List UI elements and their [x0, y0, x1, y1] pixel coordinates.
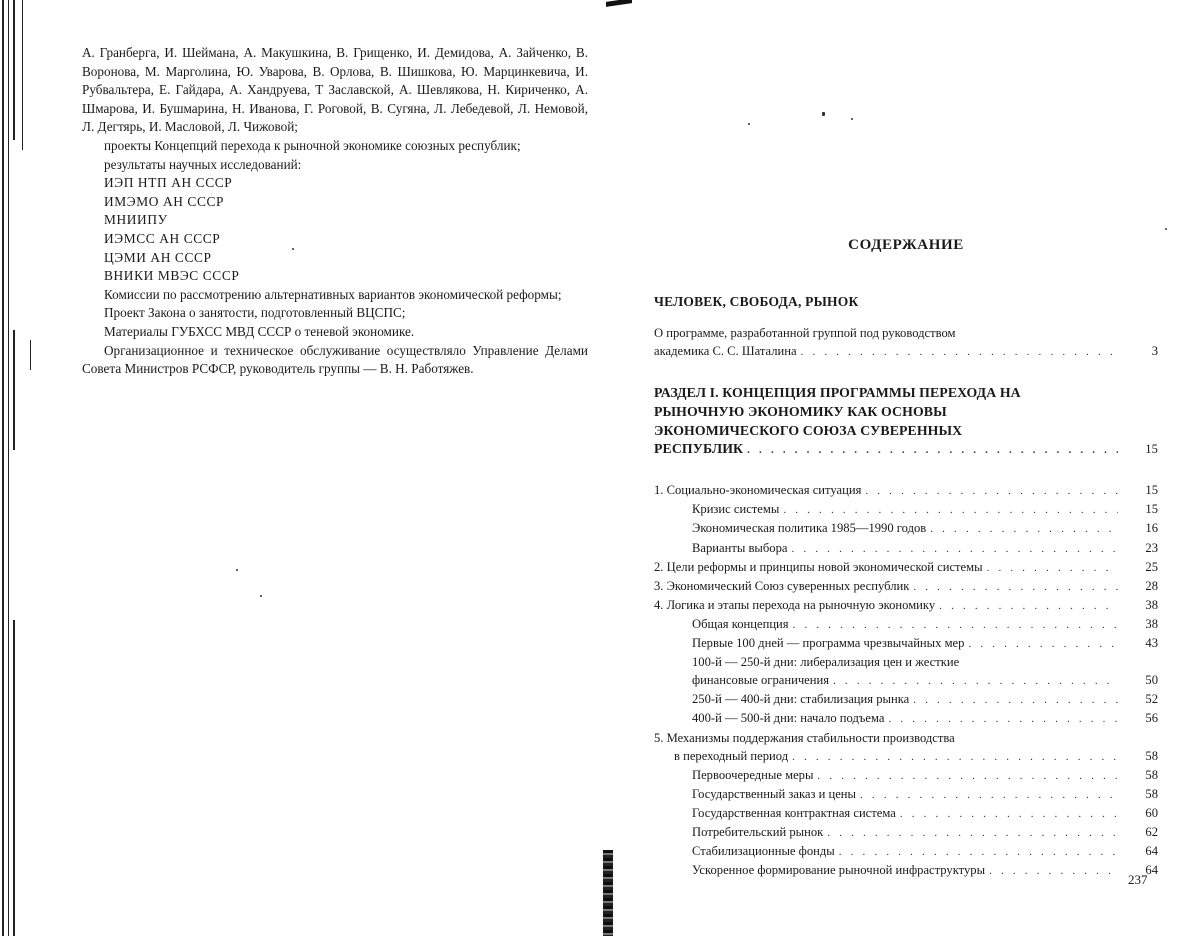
dot-leader — [829, 672, 1118, 690]
scan-edge-artifact — [0, 0, 34, 936]
toc-entry-text: 4. Логика и этапы перехода на рыночную экономику — [654, 597, 936, 612]
toc-entry-text: в переходный период — [674, 748, 789, 763]
toc-row — [654, 842, 1158, 861]
speck — [851, 118, 853, 120]
toc-page-number: 3 — [1151, 344, 1158, 359]
section-heading — [654, 383, 1158, 459]
projects-line: проекты Концепций перехода к рыночной экономике союзных республик; — [104, 137, 521, 153]
institution: ВНИКИ МВЭС СССР — [104, 268, 240, 284]
dot-leader — [896, 805, 1118, 823]
dot-leader — [935, 597, 1118, 615]
toc-entry-text: Государственный заказ и цены — [692, 786, 857, 801]
toc-page-number: 60 — [1145, 805, 1158, 820]
toc-row — [654, 785, 1158, 804]
part-title: ЧЕЛОВЕК, СВОБОДА, РЫНОК — [654, 294, 859, 309]
toc-page-number: 28 — [1145, 578, 1158, 593]
toc-page-number: 62 — [1145, 824, 1158, 839]
binding-gutter — [603, 850, 613, 936]
dot-leader — [926, 520, 1118, 538]
speck — [260, 595, 262, 597]
toc-entry-text: Общая концепция — [692, 616, 789, 631]
dot-leader — [813, 767, 1118, 785]
toc-entry-text: Варианты выбора — [692, 540, 788, 555]
toc-entry-text: Экономическая политика 1985—1990 годов — [692, 521, 927, 536]
toc-intro-entry — [654, 324, 1158, 361]
toc-entry-text: финансовые ограничения — [692, 673, 830, 688]
dot-leader — [779, 501, 1118, 519]
section-heading-line: РЫНОЧНУЮ ЭКОНОМИКУ КАК ОСНОВЫ — [654, 404, 947, 420]
toc-row — [654, 539, 1158, 558]
dot-leader — [861, 482, 1118, 500]
toc-page-number: 56 — [1145, 711, 1158, 726]
dot-leader — [985, 862, 1118, 880]
section-heading-line: РАЗДЕЛ I. КОНЦЕПЦИЯ ПРОГРАММЫ ПЕРЕХОДА НА — [654, 385, 1021, 401]
toc-page-number: 43 — [1145, 636, 1158, 651]
institution: ИЭМСС АН СССР — [104, 230, 221, 246]
dot-leader — [789, 616, 1118, 634]
toc-page-number: 15 — [1145, 502, 1158, 517]
toc-page-number: 38 — [1145, 616, 1158, 631]
support-paragraph: Организационное и техническое обслуживание осуществляло Управление Делами Совета Министров РСФСР, руководитель группы — В. Н. Работяжев. — [82, 342, 588, 377]
toc-title: СОДЕРЖАНИЕ — [848, 237, 964, 253]
toc-entry-text: Государственная контрактная система — [692, 805, 896, 820]
toc-entry-text: 3. Экономический Союз суверенных республик — [654, 578, 910, 593]
toc-page-number: 64 — [1145, 863, 1158, 878]
toc-entry-text: Первые 100 дней — программа чрезвычайных мер — [692, 636, 965, 651]
speck — [236, 569, 238, 571]
toc-row — [654, 823, 1158, 842]
toc-page-number: 58 — [1145, 767, 1158, 782]
toc-page-number: 16 — [1145, 521, 1158, 536]
toc-row — [654, 804, 1158, 823]
toc-entry-text: 100-й — 250-й дни: либерализация цен и жесткие — [692, 655, 960, 670]
dot-leader — [856, 786, 1118, 804]
dot-leader — [788, 748, 1118, 766]
section-heading-line: ЭКОНОМИЧЕСКОГО СОЮЗА СУВЕРЕННЫХ — [654, 423, 963, 439]
toc-page-number: 15 — [1145, 442, 1158, 457]
names-paragraph: А. Гранберга, И. Шеймана, А. Макушкина, В. Грищенко, И. Демидова, А. Зайченко, В. Воронова, М. Марголина, Ю. Уварова, В. Орлова, В. Шишкова, Ю. Марцинкевича, И. Рубвальтера, Е. Гайдара, А. Хандруева, Т Заславской, А. Шевлякова, Н. Кириченко, А. Шмарова, И. Бушмарина, Н. Иванова, Г. Роговой, В. Сугяна, Л. Лебедевой, Л. Немовой, Л. Дегтярь, И. Масловой, Л. Чижовой; — [82, 45, 588, 135]
toc-page-number: 25 — [1145, 559, 1158, 574]
toc-row — [654, 577, 1158, 596]
dot-leader — [964, 635, 1118, 653]
dot-leader — [835, 843, 1118, 861]
toc-row — [654, 709, 1158, 728]
toc-entry-text: академика С. С. Шаталина — [654, 344, 797, 359]
toc-page-number: 15 — [1145, 483, 1158, 498]
dot-leader — [743, 441, 1118, 459]
toc-page-number: 58 — [1145, 748, 1158, 763]
institution: ИЭП НТП АН СССР — [104, 175, 233, 191]
dot-leader — [909, 691, 1118, 709]
toc-entry-text: Ускоренное формирование рыночной инфраструктуры — [692, 863, 986, 878]
left-page — [82, 44, 588, 379]
toc-page-number: 23 — [1145, 540, 1158, 555]
dot-leader — [823, 824, 1118, 842]
toc-entry-text: Первоочередные меры — [692, 767, 814, 782]
toc-row — [654, 634, 1158, 653]
dot-leader — [797, 343, 1118, 361]
speck — [1165, 228, 1167, 230]
toc-entry-text: Кризис системы — [692, 502, 780, 517]
toc-row — [654, 861, 1158, 880]
toc-entry-list — [654, 481, 1158, 880]
toc-row — [654, 519, 1158, 538]
dot-leader — [787, 540, 1118, 558]
dot-leader — [909, 578, 1118, 596]
toc-entry-text: 5. Механизмы поддержания стабильности производства — [654, 730, 955, 745]
toc-page-number: 52 — [1145, 692, 1158, 707]
toc-entry-text: О программе, разработанной группой под руководством — [654, 326, 956, 340]
commission-line: Комиссии по рассмотрению альтернативных вариантов экономической реформы; — [104, 286, 562, 302]
toc-page-number: 64 — [1145, 844, 1158, 859]
toc-row — [654, 615, 1158, 634]
speck — [748, 123, 750, 125]
toc-entry-text: 250-й — 400-й дни: стабилизация рынка — [692, 692, 910, 707]
toc-page-number: 58 — [1145, 786, 1158, 801]
right-page — [654, 230, 1158, 880]
dot-leader — [884, 710, 1118, 728]
institution: ИМЭМО АН СССР — [104, 193, 225, 209]
institution: МНИИПУ — [104, 212, 168, 228]
toc-entry-text: Стабилизационные фонды — [692, 844, 835, 859]
materials-line: Материалы ГУБХСС МВД СССР о теневой экономике. — [104, 323, 415, 339]
dot-leader — [983, 559, 1118, 577]
section-heading-line: РЕСПУБЛИК — [654, 441, 744, 457]
toc-row — [654, 481, 1158, 500]
toc-page-number: 38 — [1145, 597, 1158, 612]
toc-entry-text: 2. Цели реформы и принципы новой экономической системы — [654, 559, 983, 574]
toc-row — [654, 747, 1158, 766]
toc-row — [654, 596, 1158, 615]
toc-row — [654, 342, 1158, 361]
toc-entry-text: 1. Социально-экономическая ситуация — [654, 483, 862, 498]
toc-row — [654, 440, 1158, 459]
toc-entry-text: 400-й — 500-й дни: начало подъема — [692, 711, 885, 726]
institution: ЦЭМИ АН СССР — [104, 249, 212, 265]
toc-row — [654, 558, 1158, 577]
speck — [822, 112, 825, 116]
scan-mark — [606, 0, 632, 7]
toc-page-number: 50 — [1145, 673, 1158, 688]
law-project-line: Проект Закона о занятости, подготовленный ВЦСПС; — [104, 305, 406, 321]
toc-row — [654, 690, 1158, 709]
results-intro: результаты научных исследований: — [104, 156, 302, 172]
toc-row — [654, 766, 1158, 785]
toc-row — [654, 671, 1158, 690]
toc-row — [654, 500, 1158, 519]
toc-entry-text: Потребительский рынок — [692, 824, 824, 839]
page-number: 237 — [1128, 872, 1148, 887]
